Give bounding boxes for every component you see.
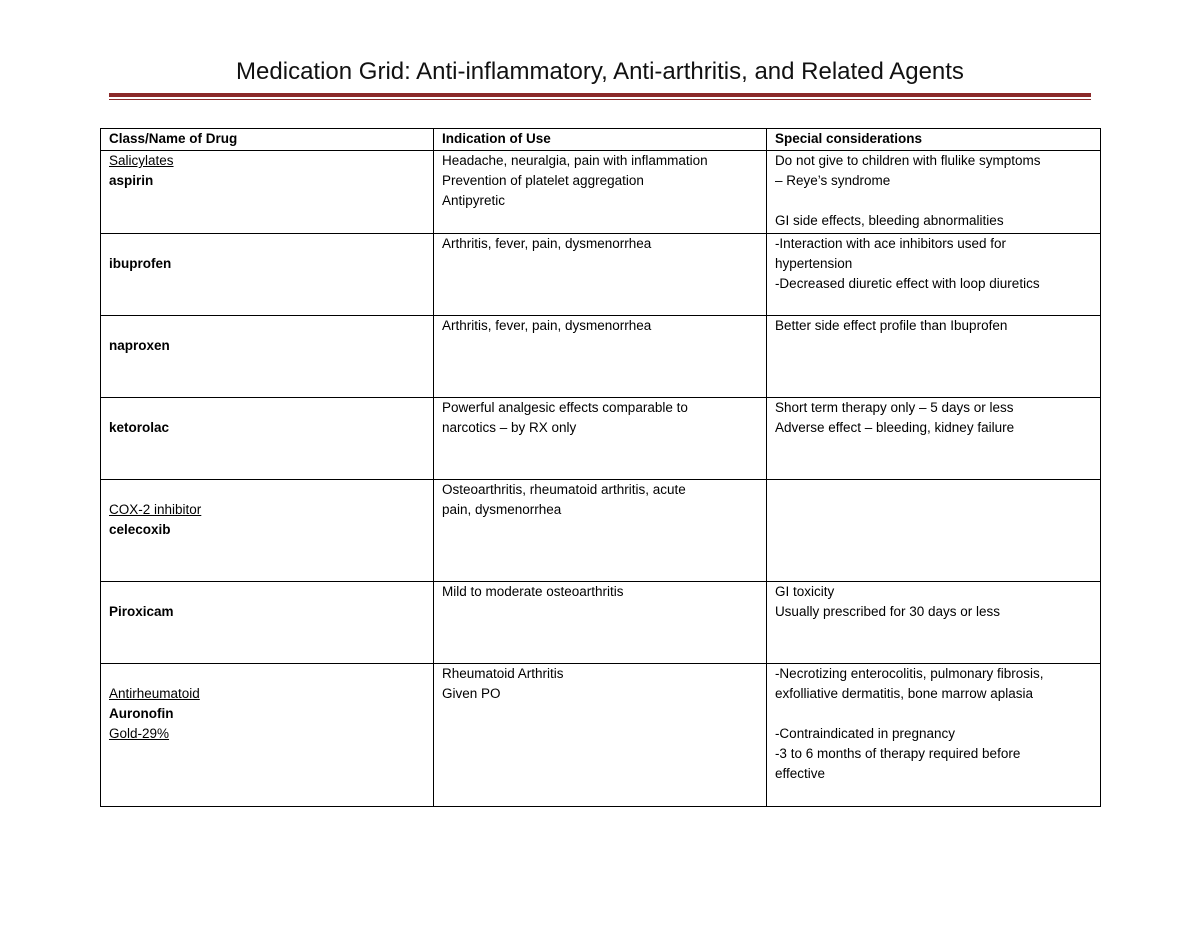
consideration-line: -3 to 6 months of therapy required before <box>774 746 1021 761</box>
consideration-line: Do not give to children with flulike symptoms <box>774 153 1041 168</box>
drug-spacer <box>109 398 425 418</box>
consideration-line: exfolliative dermatitis, bone marrow aplasia <box>774 686 1034 701</box>
header-considerations: Special considerations <box>766 129 1100 151</box>
indication-line: Mild to moderate osteoarthritis <box>441 584 624 599</box>
indication-cell <box>433 480 766 582</box>
page-title: Medication Grid: Anti-inflammatory, Anti-arthritis, and Related Agents <box>236 58 964 85</box>
table-row <box>101 480 1101 582</box>
drug-cell <box>101 582 434 664</box>
indication-cell <box>433 582 766 664</box>
consideration-line: – Reye’s syndrome <box>774 173 891 188</box>
indication-line: Given PO <box>441 686 501 701</box>
consideration-line: Better side effect profile than Ibuprofen <box>774 318 1008 333</box>
indication-cell <box>433 151 766 234</box>
considerations-cell <box>766 398 1100 480</box>
indication-cell <box>433 398 766 480</box>
drug-name: ketorolac <box>109 420 170 435</box>
drug-cell <box>101 234 434 316</box>
table-row <box>101 664 1101 807</box>
consideration-line: -Decreased diuretic effect with loop diuretics <box>774 276 1040 291</box>
indication-line: Powerful analgesic effects comparable to <box>441 400 688 415</box>
consideration-line: hypertension <box>774 256 853 271</box>
indication-line: narcotics – by RX only <box>441 420 577 435</box>
table-row <box>101 316 1101 398</box>
table-row <box>101 582 1101 664</box>
drug-cell <box>101 480 434 582</box>
drug-spacer <box>109 234 425 254</box>
indication-cell <box>433 664 766 807</box>
indication-cell <box>433 316 766 398</box>
considerations-cell <box>766 151 1100 234</box>
drug-spacer <box>109 480 425 500</box>
considerations-cell <box>766 664 1100 807</box>
drug-name: Auronofin <box>109 706 174 721</box>
drug-spacer <box>109 664 425 684</box>
drug-name: celecoxib <box>109 522 171 537</box>
indication-line: Antipyretic <box>441 193 505 208</box>
drug-cell <box>101 151 434 234</box>
table-header-row <box>101 129 1101 151</box>
indication-cell <box>433 234 766 316</box>
consideration-line: -Contraindicated in pregnancy <box>774 726 956 741</box>
consideration-line <box>775 704 1092 724</box>
drug-name: aspirin <box>109 173 154 188</box>
medication-grid-table <box>100 128 1101 807</box>
considerations-cell <box>766 316 1100 398</box>
consideration-line <box>775 191 1092 211</box>
drug-class: Salicylates <box>109 153 174 168</box>
title-rule <box>109 93 1091 97</box>
drug-name: Piroxicam <box>109 604 174 619</box>
indication-line: pain, dysmenorrhea <box>441 502 562 517</box>
indication-line: Headache, neuralgia, pain with inflammation <box>441 153 708 168</box>
consideration-line: effective <box>774 766 825 781</box>
drug-spacer <box>109 582 425 602</box>
drug-class: COX-2 inhibitor <box>109 502 202 517</box>
consideration-line: Short term therapy only – 5 days or less <box>774 400 1014 415</box>
drug-name: ibuprofen <box>109 256 172 271</box>
drug-cell <box>101 316 434 398</box>
drug-name: naproxen <box>109 338 170 353</box>
table-row <box>101 398 1101 480</box>
drug-cell <box>101 398 434 480</box>
header-indication: Indication of Use <box>433 129 766 151</box>
considerations-cell <box>766 234 1100 316</box>
table-row <box>101 151 1101 234</box>
considerations-cell <box>766 582 1100 664</box>
header-drug: Class/Name of Drug <box>101 129 434 151</box>
drug-subname: Gold-29% <box>109 726 170 741</box>
title-rule-thin <box>109 99 1091 100</box>
consideration-line: GI toxicity <box>774 584 835 599</box>
table-row <box>101 234 1101 316</box>
consideration-line: Adverse effect – bleeding, kidney failure <box>774 420 1015 435</box>
consideration-line: -Interaction with ace inhibitors used for <box>774 236 1007 251</box>
considerations-cell <box>766 480 1100 582</box>
consideration-line: GI side effects, bleeding abnormalities <box>774 213 1004 228</box>
indication-line: Osteoarthritis, rheumatoid arthritis, acute <box>441 482 686 497</box>
indication-line: Rheumatoid Arthritis <box>441 666 564 681</box>
consideration-line: -Necrotizing enterocolitis, pulmonary fibrosis, <box>774 666 1044 681</box>
indication-line: Prevention of platelet aggregation <box>441 173 644 188</box>
drug-class: Antirheumatoid <box>109 686 200 701</box>
indication-line: Arthritis, fever, pain, dysmenorrhea <box>441 318 652 333</box>
indication-line: Arthritis, fever, pain, dysmenorrhea <box>441 236 652 251</box>
drug-spacer <box>109 316 425 336</box>
drug-cell <box>101 664 434 807</box>
consideration-line: Usually prescribed for 30 days or less <box>774 604 1001 619</box>
